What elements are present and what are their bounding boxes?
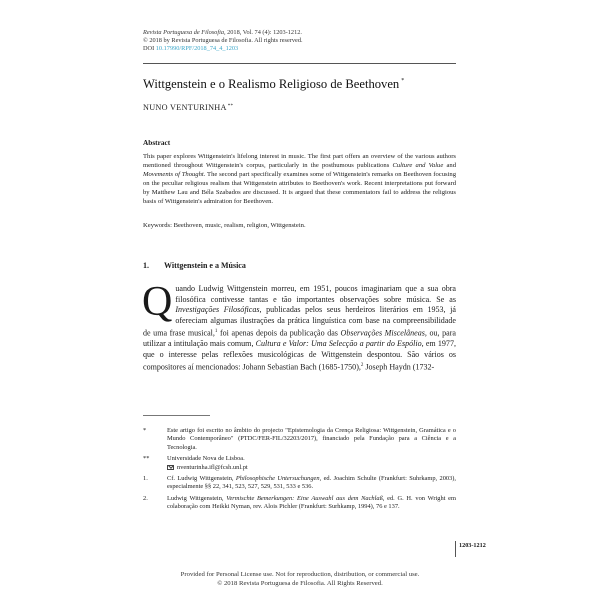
footnote-text: , ed. Joachim Schulte (Frankfurt: Suhrkamp, 2003), especialmente §§ 22, 341, 523, 527, 529, 531, 533 e 536. [167,475,457,491]
journal-name: Revista Portuguesa de Filosofia [143,29,224,36]
journal-header [143,29,456,54]
title-text: Wittgenstein e o Realismo Religioso de Beethoven [143,77,400,91]
footnote-rule [143,415,210,416]
footnotes [143,427,456,515]
volume-info: , 2018, Vol. 74 (4): 1203-1212. [223,29,302,36]
abstract-italic-title: Movements of Thought [143,171,204,179]
license-copyright: © 2018 Revista Portuguesa de Filosofia. All Rights Reserved. [217,580,383,588]
footnote-mark: * [143,427,147,434]
body-paragraph [142,279,456,373]
footnote-body [167,455,456,472]
footnote-ref[interactable]: 2 [360,362,364,368]
footnote-body [167,475,456,492]
citation-line [143,29,456,37]
author-text: NUNO VENTURINHA [143,103,227,112]
footnote [143,427,456,452]
body-italic: Investigações Filosóficas [175,305,260,315]
footnote-mark: ** [143,455,150,463]
body-text-part: Joseph Haydn (1732- [363,362,435,372]
license-line: Provided for Personal License use. Not for reproduction, distribution, or commercial use. [180,571,420,578]
abstract-part: and [443,162,456,170]
footnote-italic: Vermischte Bemerkungen: Eine Auswahl aus dem Nachlaß [226,494,383,502]
body-text-part: , ou, para utilizar a intitulação mais comum, [143,328,456,349]
envelope-icon [167,465,174,470]
doi-link[interactable]: 10.17990/RPF/2018_74_4_1203 [155,45,239,53]
footnote-mark: 1. [143,475,148,483]
abstract-text [143,152,456,207]
article-title [143,77,404,92]
drop-cap: Q [142,279,173,325]
footnote-mark: 2. [143,494,148,502]
footnote-text: , ed. G. H. von Wright em colaboração com Heikki Nyman, rev. Alois Pichler (Frankfurt: Surhkamp, 1994), 76 e 137. [167,494,456,511]
footnote [143,495,456,512]
body-text-part: , publicadas pelos seus herdeiros literários em 1953, já ofereciam algumas ilustrações da prática linguística com base na compreensibilidade de uma frase musical, [143,305,456,338]
section-title: Wittgenstein e a Música [164,261,246,270]
doi-line [143,45,456,53]
body-text-part: foi apenas depois da publicação das [217,328,341,338]
section-number: 1. [143,261,149,270]
email-link[interactable]: nventurinha.ifl@fcsh.unl.pt [177,463,248,471]
abstract-heading: Abstract [143,138,171,147]
footnote-ref[interactable]: 1 [214,328,218,334]
author-footnote-mark: ** [227,104,234,109]
abstract-part: . The second part specifically examines some of Wittgenstein's remarks on Beethoven focusing on the peculiar religious realism that Wittgenstein attributes to Beethoven's work. Recent interpretations put forward by Matthew Lau and Béla Szabados are discussed. It is argued that these commentators fail to address the religious basis of Wittgenstein's admiration for Beethoven. [143,171,457,206]
footnote-text: Ludwig Wittgenstein, [167,494,227,502]
body-text-part: uando Ludwig Wittgenstein morreu, em 1951, poucos imaginariam que a sua obra filosófica contivesse tantas e tão importantes observações sobre música. Se as [175,284,456,304]
affiliation: Universidade Nova de Lisboa. [167,455,245,463]
body-italic: Observações Miscelâneas [340,328,425,338]
abstract-italic-title: Culture and Value [392,162,444,170]
footnote [143,475,456,492]
body-text-part: , em 1977, que o interesse pelas reflexões musicológicas de Wittgenstein despontou. São vários os compositores aí mencionados: Johann Sebastian Bach (1685-1750), [143,339,456,372]
footnote-italic: Philosophische Untersuchungen [235,475,320,483]
abstract-part: This paper explores Wittgenstein's lifelong interest in music. The first part offers an overview of the various authors mentioned throughout Wittgenstein's corpus, particularly in the posthumous publications [143,153,456,170]
section-heading [143,261,246,270]
footnote-text: Este artigo foi escrito no âmbito do projecto "Epistemologia da Crença Religiosa: Wittgenstein, Gramática e o Mundo Contemporâneo" (PTDC/FER-FIL/32203/2017), financiado pela Fundação para a Ciência e a Tecnologia. [167,427,456,451]
footnote-body [167,495,456,512]
keywords: Keywords: Beethoven, music, realism, religion, Wittgenstein. [143,222,306,229]
header-rule [143,63,456,64]
body-italic: Cultura e Valor: Uma Selecção a partir do Espólio [255,339,422,349]
author-name [143,103,233,112]
copyright-line: © 2018 by Revista Portuguesa de Filosofia. All rights reserved. [143,37,303,45]
footnote-text: Cf. Ludwig Wittgenstein, [167,475,236,483]
page-range: 1203-1212 [455,541,486,557]
footnote [143,455,456,472]
doi-label: DOI [143,45,155,53]
title-footnote-mark: * [401,78,405,84]
license-notice [0,570,600,589]
